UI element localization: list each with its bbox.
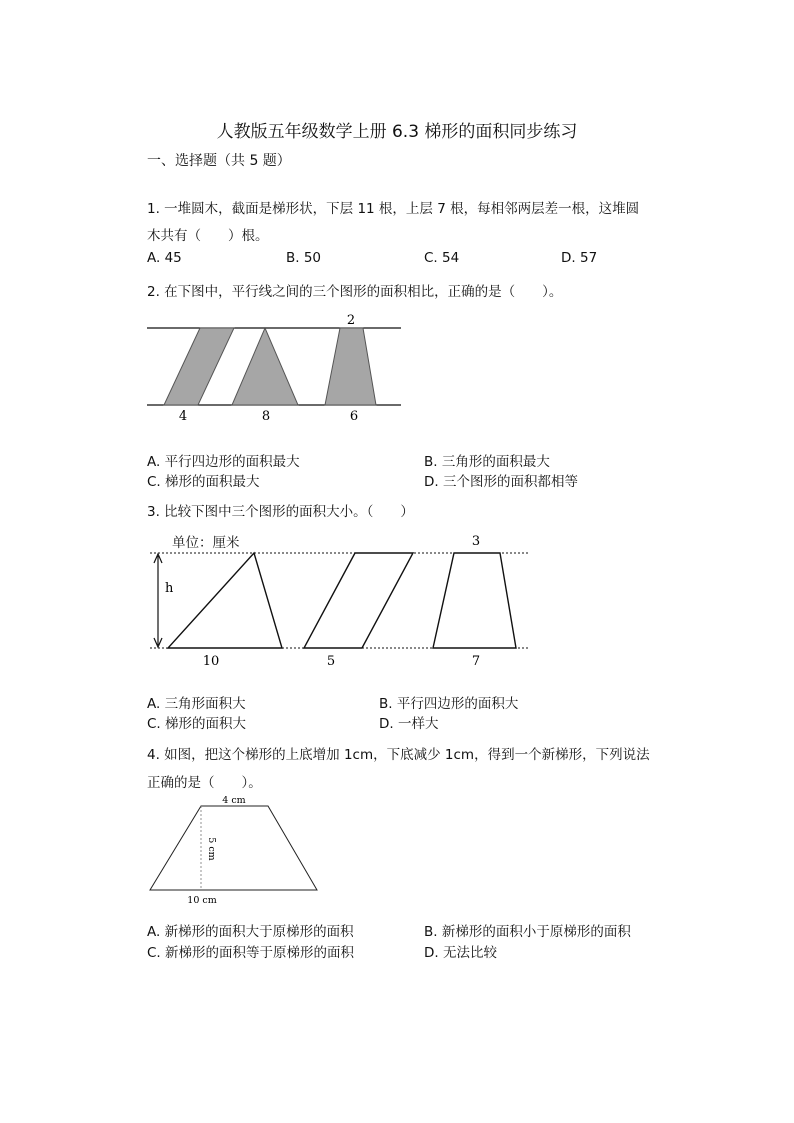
q2-figure (140, 308, 410, 428)
q1-option-d[interactable]: D. 57 (561, 250, 598, 266)
q4-bottom-label: 10 cm (187, 895, 217, 906)
q4-trapezoid (150, 806, 317, 890)
q2-label-base-2: 8 (261, 409, 271, 424)
q3-label-base-2: 5 (326, 654, 336, 669)
q1-text-line1: 1. 一堆圆木，截面是梯形状，下层 11 根，上层 7 根，每相邻两层差一根，这堆圆 (147, 201, 640, 217)
q3-label-top: 3 (471, 534, 481, 549)
q3-label-base-1: 10 (202, 654, 220, 669)
q3-triangle (168, 553, 282, 648)
q3-option-d[interactable]: D. 一样大 (379, 716, 439, 732)
q2-text: 2. 在下图中，平行线之间的三个图形的面积相比，正确的是（ ）。 (147, 284, 563, 300)
q1-option-c[interactable]: C. 54 (424, 250, 460, 266)
q4-option-b[interactable]: B. 新梯形的面积小于原梯形的面积 (424, 924, 631, 940)
q4-height-label: 5 cm (206, 837, 217, 861)
q3-trapezoid (433, 553, 516, 648)
q3-option-c[interactable]: C. 梯形的面积大 (147, 716, 247, 732)
q3-unit-label: 单位：厘米 (172, 535, 240, 551)
q3-height-label: h (165, 581, 174, 596)
q1-text-line2: 木共有（ ）根。 (147, 228, 269, 244)
q4-figure (140, 792, 330, 907)
q2-option-d[interactable]: D. 三个图形的面积都相等 (424, 474, 578, 490)
q2-option-c[interactable]: C. 梯形的面积最大 (147, 474, 260, 490)
q4-option-d[interactable]: D. 无法比较 (424, 945, 497, 961)
q2-label-top: 2 (346, 313, 356, 328)
q3-option-a[interactable]: A. 三角形面积大 (147, 696, 246, 712)
section-heading: 一、选择题（共 5 题） (147, 153, 291, 169)
q4-text-line1: 4. 如图，把这个梯形的上底增加 1cm，下底减少 1cm，得到一个新梯形，下列说法 (147, 747, 650, 763)
q3-label-base-3: 7 (471, 654, 481, 669)
q2-option-b[interactable]: B. 三角形的面积最大 (424, 454, 550, 470)
q2-trapezoid (325, 328, 376, 405)
q1-option-b[interactable]: B. 50 (286, 250, 322, 266)
q3-text: 3. 比较下图中三个图形的面积大小。（ ） (147, 504, 414, 520)
q3-option-b[interactable]: B. 平行四边形的面积大 (379, 696, 519, 712)
q2-option-a[interactable]: A. 平行四边形的面积最大 (147, 454, 300, 470)
q4-text-line2: 正确的是（ ）。 (147, 775, 262, 791)
q4-option-c[interactable]: C. 新梯形的面积等于原梯形的面积 (147, 945, 355, 961)
q2-label-base-3: 6 (349, 409, 359, 424)
q4-option-a[interactable]: A. 新梯形的面积大于原梯形的面积 (147, 924, 354, 940)
q4-top-label: 4 cm (222, 795, 246, 806)
q2-triangle (232, 328, 298, 405)
q2-parallelogram (164, 328, 234, 405)
q3-parallelogram (304, 553, 413, 648)
q2-label-base-1: 4 (178, 409, 188, 424)
q1-option-a[interactable]: A. 45 (147, 250, 182, 266)
page-title: 人教版五年级数学上册 6.3 梯形的面积同步练习 (216, 122, 578, 142)
